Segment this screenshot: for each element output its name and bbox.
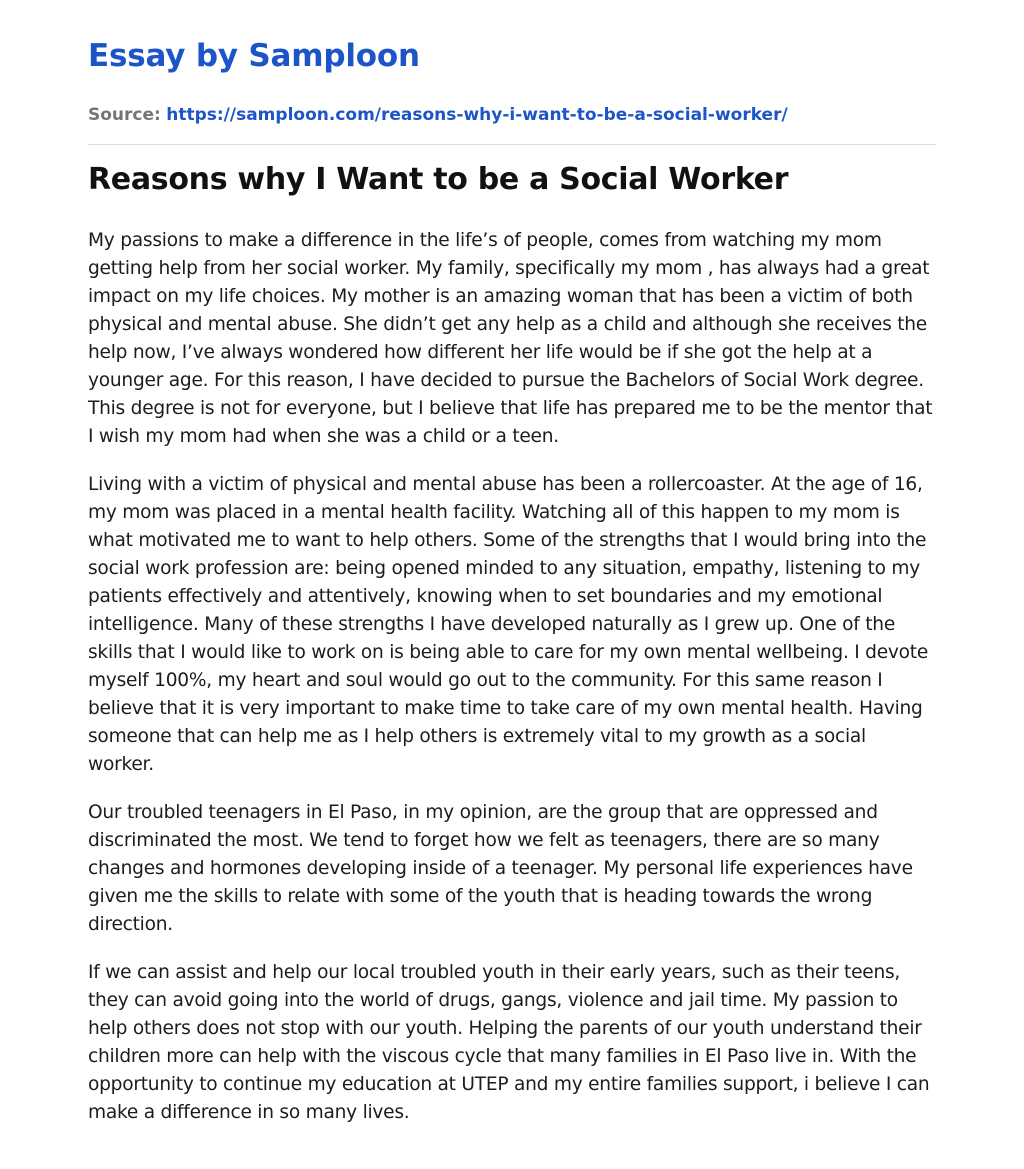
essay-paragraph: Living with a victim of physical and mental abuse has been a rollercoaster. At the age of 16, my mom was placed in a mental health facility. Watching all of this happen to my mom is what motivated me to want to help others. Some of the strengths that I would bring into the social work profession are: being opened minded to any situation, empathy, listening to my patients effectively and attentively, knowing when to set boundaries and my emotional intelligence. Many of these strengths I have developed naturally as I grew up. One of the skills that I would like to work on is being able to care for my own mental wellbeing. I devote myself 100%, my heart and soul would go out to the community. For this same reason I believe that it is very important to make time to take care of my own mental health. Having someone that can help me as I help others is extremely vital to my growth as a social worker. xyxy=(88,474,929,775)
essay-title: Reasons why I Want to be a Social Worker xyxy=(88,162,789,197)
essay-page xyxy=(88,0,936,1147)
essay-paragraph: Our troubled teenagers in El Paso, in my opinion, are the group that are oppressed and discriminated the most. We tend to forget how we felt as teenagers, there are so many changes and hormones developing inside of a teenager. My personal life experiences have given me the skills to relate with some of the youth that is heading towards the wrong direction. xyxy=(88,802,913,935)
essay-paragraph: If we can assist and help our local troubled youth in their early years, such as their teens, they can avoid going into the world of drugs, gangs, violence and jail time. My passion to help others does not stop with our youth. Helping the parents of our youth understand their children more can help with the viscous cycle that many families in El Paso live in. With the opportunity to continue my education at UTEP and my entire families support, i believe I can make a difference in so many lives. xyxy=(88,962,930,1123)
source-link[interactable]: https://samploon.com/reasons-why-i-want-to-be-a-social-worker/ xyxy=(166,105,788,125)
essay-body xyxy=(88,227,936,1127)
source-line xyxy=(88,103,936,127)
source-label: Source: xyxy=(88,105,161,125)
header-divider xyxy=(88,144,936,145)
essay-paragraph: My passions to make a difference in the life’s of people, comes from watching my mom getting help from her social worker. My family, specifically my mom , has always had a great impact on my life choices. My mother is an amazing woman that has been a victim of both physical and mental abuse. She didn’t get any help as a child and although she receives the help now, I’ve always wondered how different her life would be if she got the help at a younger age. For this reason, I have decided to pursue the Bachelors of Social Work degree. This degree is not for everyone, but I believe that life has prepared me to be the mentor that I wish my mom had when she was a child or a teen. xyxy=(88,230,933,447)
brand-title: Essay by Samploon xyxy=(88,38,420,74)
